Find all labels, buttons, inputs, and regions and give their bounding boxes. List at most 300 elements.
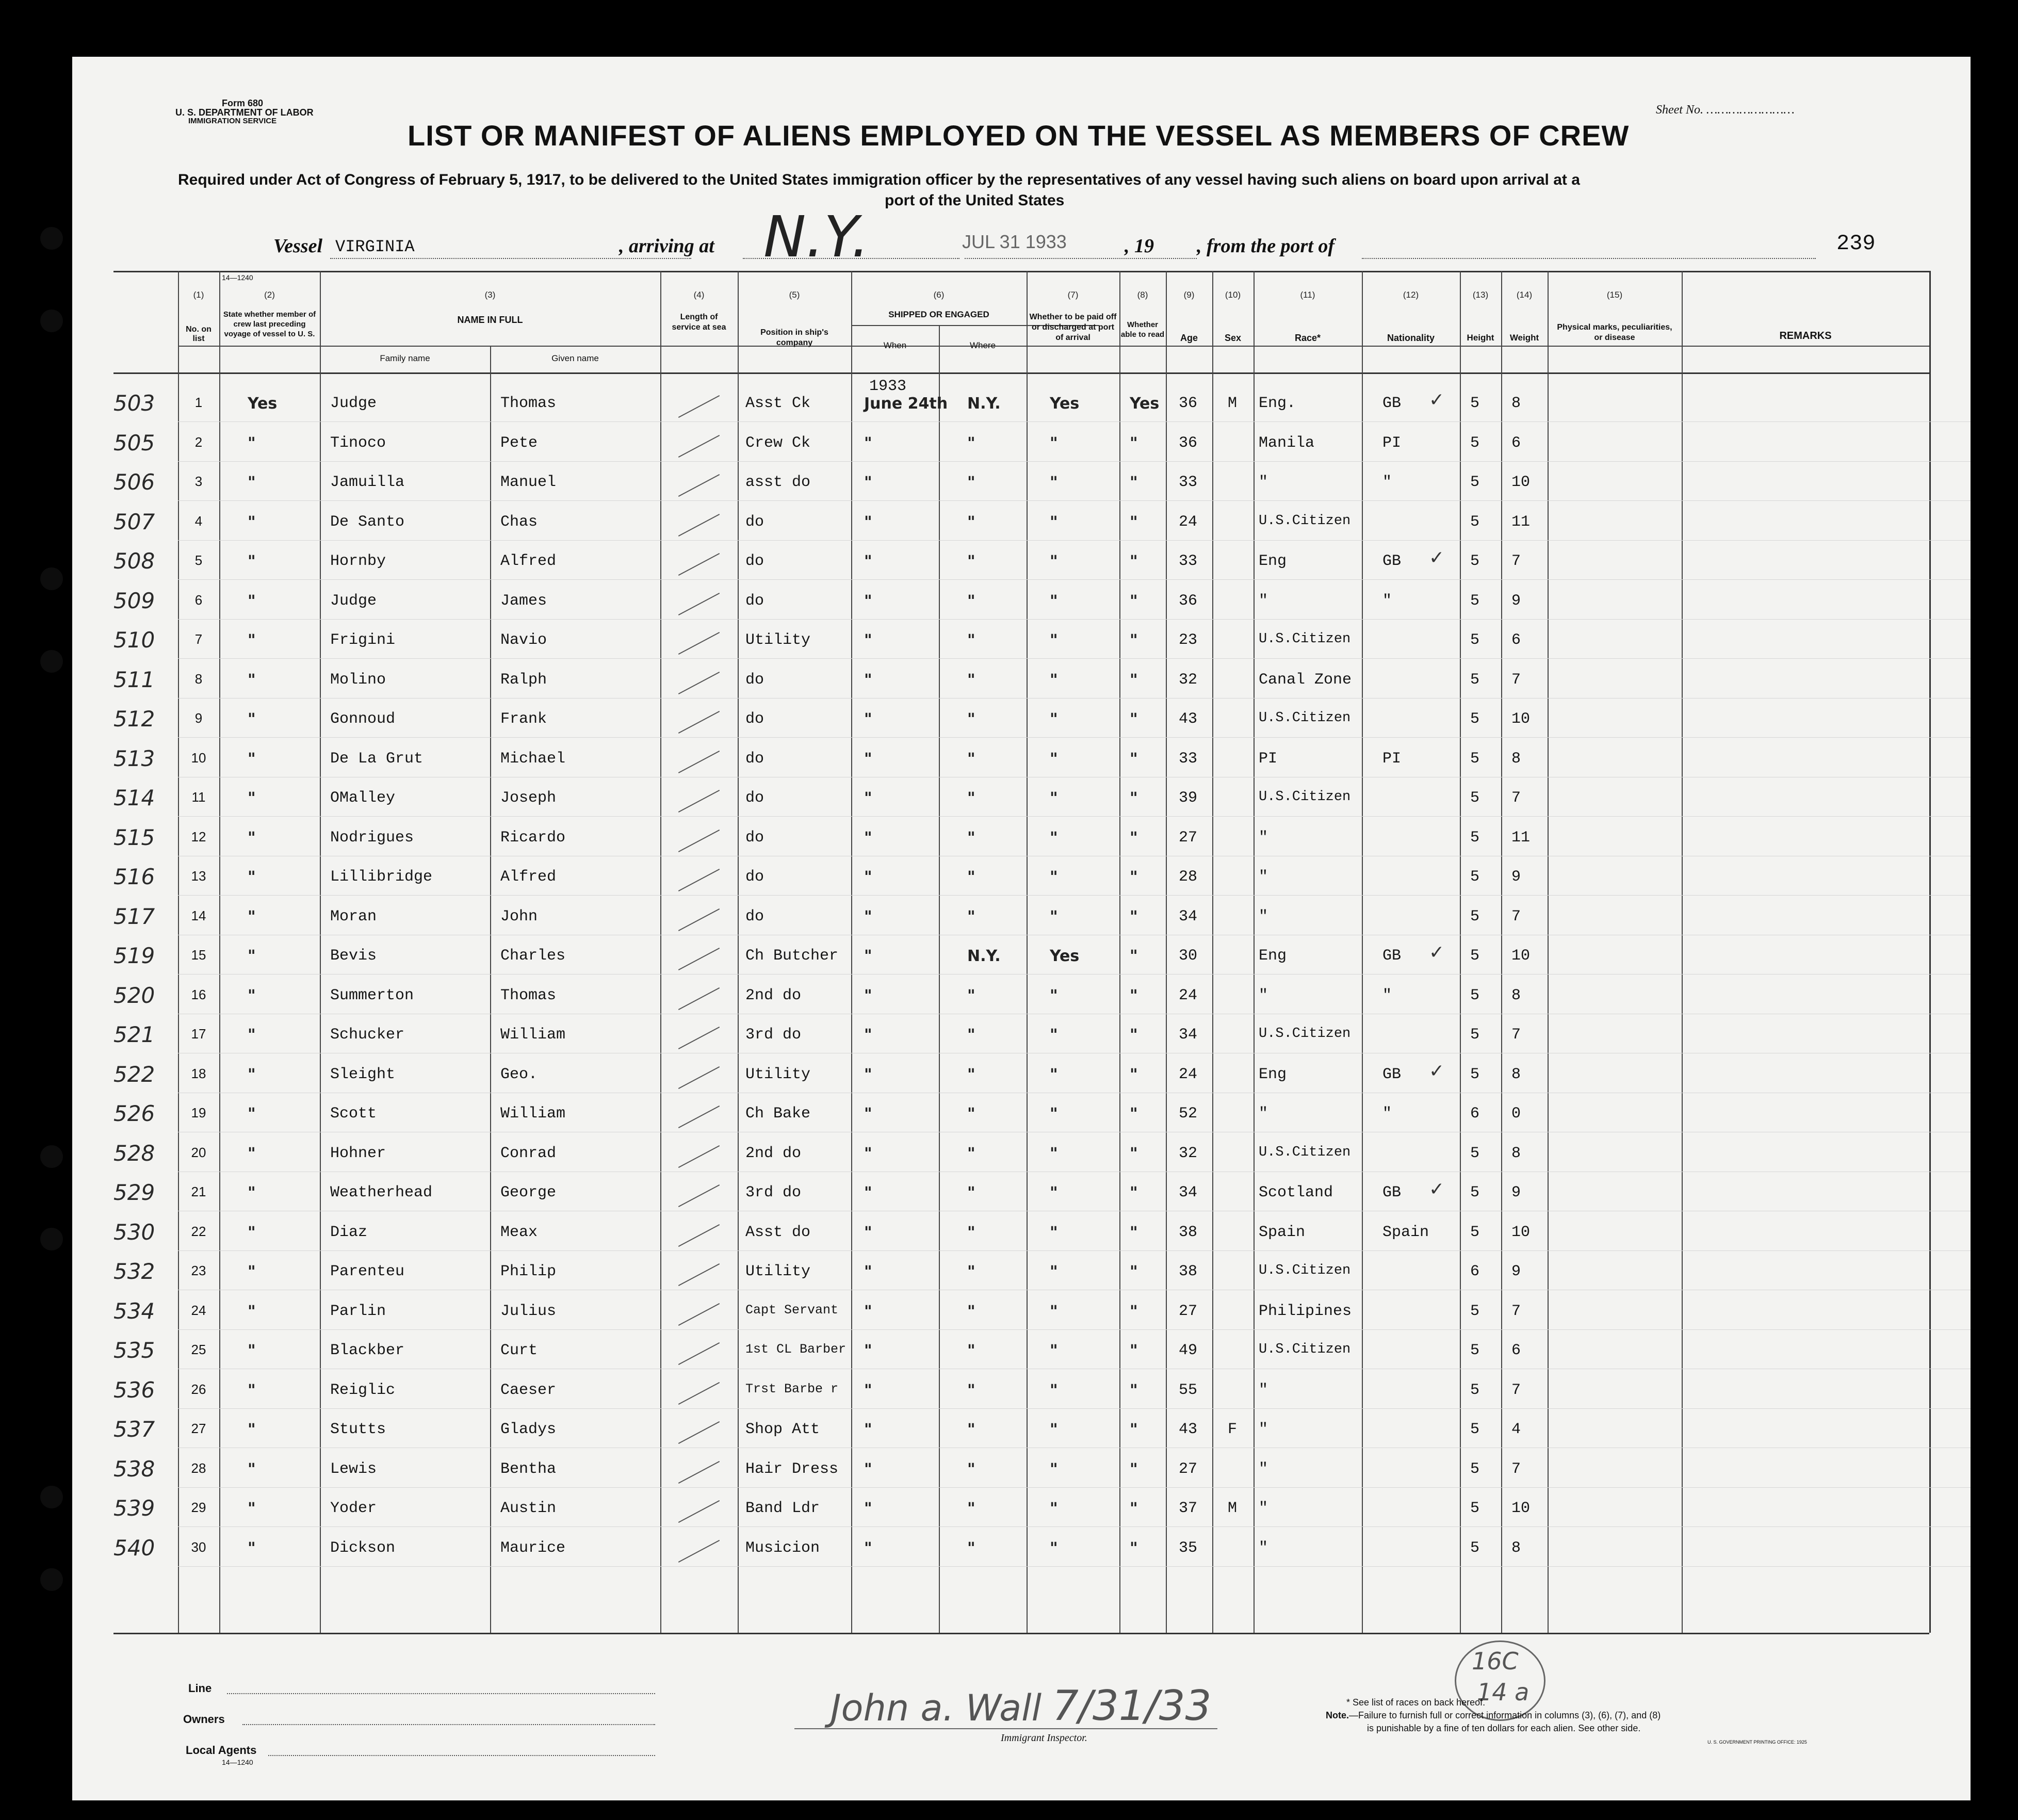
cell-able-to-read: " bbox=[1130, 1539, 1138, 1557]
cell-able-to-read: " bbox=[1130, 1421, 1138, 1439]
cell-crew: " bbox=[248, 631, 256, 649]
cell-position: do bbox=[745, 907, 764, 925]
cell-given-name: Alfred bbox=[500, 553, 557, 570]
punch-hole bbox=[40, 227, 63, 250]
column-number: (7) bbox=[1067, 290, 1079, 300]
cell-paid-off: " bbox=[1050, 1342, 1058, 1360]
check-mark-icon: ✓ bbox=[1429, 942, 1445, 963]
cell-given-name: Meax bbox=[500, 1223, 538, 1241]
cell-tally: 506 bbox=[113, 469, 155, 495]
cell-crew: " bbox=[248, 553, 256, 571]
service-slash-mark bbox=[678, 1500, 720, 1523]
cell-when: " bbox=[864, 631, 872, 649]
cell-tally: 511 bbox=[113, 667, 155, 692]
cell-age: 28 bbox=[1179, 868, 1198, 886]
cell-no: 20 bbox=[191, 1144, 206, 1160]
cell-given-name: Charles bbox=[500, 947, 566, 965]
local-agents-label: Local Agents bbox=[186, 1744, 257, 1757]
cell-when: " bbox=[864, 1065, 872, 1084]
cell-position: Utility bbox=[745, 631, 811, 649]
cell-age: 24 bbox=[1179, 986, 1198, 1004]
cell-tally: 535 bbox=[113, 1338, 155, 1363]
cell-tally: 513 bbox=[113, 745, 155, 771]
cell-given-name: John bbox=[500, 907, 538, 925]
cell-given-name: Ralph bbox=[500, 671, 547, 689]
cell-tally: 508 bbox=[113, 548, 155, 574]
cell-nationality: GB bbox=[1382, 1184, 1402, 1201]
cell-age: 38 bbox=[1179, 1223, 1198, 1241]
cell-height: 5 bbox=[1470, 710, 1480, 728]
cell-position: do bbox=[745, 592, 764, 610]
cell-where: " bbox=[967, 1026, 975, 1044]
cell-paid-off: " bbox=[1050, 1381, 1058, 1400]
cell-no: 2 bbox=[194, 434, 203, 450]
cell-age: 43 bbox=[1179, 710, 1198, 728]
cell-when: " bbox=[864, 592, 872, 610]
cell-weight: 9 bbox=[1511, 868, 1521, 886]
cell-no: 10 bbox=[191, 750, 206, 766]
cell-where: N.Y. bbox=[967, 395, 1001, 413]
cell-race: Philipines bbox=[1259, 1302, 1352, 1320]
cell-given-name: Joseph bbox=[500, 789, 557, 807]
cell-paid-off: " bbox=[1050, 1539, 1058, 1557]
cell-nationality: " bbox=[1382, 986, 1392, 1004]
cell-when: " bbox=[864, 1342, 872, 1360]
cell-crew: " bbox=[248, 1026, 256, 1044]
cell-able-to-read: " bbox=[1130, 1105, 1138, 1123]
cell-able-to-read: " bbox=[1130, 828, 1138, 847]
cell-position: 3rd do bbox=[745, 1026, 802, 1044]
cell-age: 33 bbox=[1179, 553, 1198, 570]
cell-height: 5 bbox=[1470, 474, 1480, 491]
cell-able-to-read: " bbox=[1130, 710, 1138, 728]
cell-family-name: Jamuilla bbox=[330, 474, 405, 491]
cell-where: " bbox=[967, 1144, 975, 1163]
cell-where: " bbox=[967, 434, 975, 452]
cell-no: 12 bbox=[191, 828, 206, 844]
cell-race: " bbox=[1259, 907, 1268, 925]
cell-position: asst do bbox=[745, 474, 811, 491]
cell-tally: 521 bbox=[113, 1022, 155, 1047]
cell-age: 38 bbox=[1179, 1263, 1198, 1280]
cell-given-name: Gladys bbox=[500, 1421, 557, 1438]
cell-paid-off: " bbox=[1050, 1026, 1058, 1044]
cell-weight: 10 bbox=[1511, 947, 1531, 965]
cell-crew: " bbox=[248, 868, 256, 886]
cell-paid-off: " bbox=[1050, 828, 1058, 847]
cell-no: 11 bbox=[191, 789, 206, 805]
cell-able-to-read: " bbox=[1130, 513, 1138, 531]
service-slash-mark bbox=[678, 1224, 720, 1246]
service-label: IMMIGRATION SERVICE bbox=[188, 117, 277, 125]
check-mark-icon: ✓ bbox=[1429, 547, 1445, 568]
cell-when: " bbox=[864, 1263, 872, 1281]
cell-height: 5 bbox=[1470, 1381, 1480, 1399]
cell-when: " bbox=[864, 1223, 872, 1242]
cell-paid-off: " bbox=[1050, 1500, 1058, 1518]
cell-able-to-read: " bbox=[1130, 631, 1138, 649]
cell-weight: 6 bbox=[1511, 434, 1521, 452]
cell-where: " bbox=[967, 710, 975, 728]
cell-nationality: " bbox=[1382, 1105, 1392, 1123]
cell-sex: M bbox=[1228, 1500, 1238, 1517]
cell-weight: 8 bbox=[1511, 1144, 1521, 1162]
cell-given-name: Geo. bbox=[500, 1065, 538, 1083]
cell-height: 5 bbox=[1470, 553, 1480, 570]
cell-position: Capt Servant bbox=[745, 1302, 839, 1318]
cell-weight: 7 bbox=[1511, 553, 1521, 570]
cell-position: do bbox=[745, 868, 764, 886]
cell-nationality: Spain bbox=[1382, 1223, 1429, 1241]
cell-given-name: George bbox=[500, 1184, 557, 1201]
cell-where: " bbox=[967, 1302, 975, 1321]
cell-given-name: William bbox=[500, 1026, 566, 1044]
cell-weight: 0 bbox=[1511, 1105, 1521, 1123]
cell-family-name: Summerton bbox=[330, 986, 414, 1004]
sheet-number: 239 bbox=[1836, 231, 1876, 256]
cell-where: " bbox=[967, 1421, 975, 1439]
cell-race: Manila bbox=[1259, 434, 1315, 452]
cell-crew: " bbox=[248, 828, 256, 847]
cell-able-to-read: " bbox=[1130, 947, 1138, 965]
cell-where: " bbox=[967, 907, 975, 926]
printer-mark: U. S. GOVERNMENT PRINTING OFFICE: 1925 bbox=[1707, 1740, 1807, 1745]
cell-when: " bbox=[864, 1381, 872, 1400]
service-slash-mark bbox=[678, 671, 720, 694]
header-name-in-full: NAME IN FULL bbox=[457, 315, 523, 325]
service-slash-mark bbox=[678, 790, 720, 813]
cell-height: 5 bbox=[1470, 947, 1480, 965]
cell-race: U.S.Citizen bbox=[1259, 1342, 1351, 1357]
cell-position: Asst do bbox=[745, 1223, 811, 1241]
cell-where: " bbox=[967, 1460, 975, 1478]
cell-crew: " bbox=[248, 1105, 256, 1123]
cell-tally: 534 bbox=[113, 1298, 155, 1324]
cell-no: 3 bbox=[194, 474, 203, 489]
cell-where: " bbox=[967, 1500, 975, 1518]
year-label: , 19 bbox=[1125, 235, 1154, 257]
cell-where: " bbox=[967, 1263, 975, 1281]
cell-age: 52 bbox=[1179, 1105, 1198, 1123]
cell-paid-off: " bbox=[1050, 750, 1058, 768]
punch-hole bbox=[40, 1486, 63, 1508]
cell-height: 5 bbox=[1470, 434, 1480, 452]
cell-position: Band Ldr bbox=[745, 1500, 820, 1517]
cell-given-name: Michael bbox=[500, 750, 566, 768]
header-able-to-read: Whether able to read bbox=[1120, 320, 1165, 339]
service-slash-mark bbox=[678, 592, 720, 615]
cell-where: " bbox=[967, 986, 975, 1005]
cell-crew: " bbox=[248, 474, 256, 492]
header-when: When bbox=[883, 340, 907, 350]
cell-family-name: De La Grut bbox=[330, 750, 424, 768]
from-port-label: , from the port of bbox=[1197, 235, 1335, 257]
cell-weight: 7 bbox=[1511, 1460, 1521, 1478]
cell-age: 23 bbox=[1179, 631, 1198, 649]
cell-family-name: Judge bbox=[330, 395, 377, 412]
cell-height: 5 bbox=[1470, 1184, 1480, 1201]
cell-height: 5 bbox=[1470, 868, 1480, 886]
service-slash-mark bbox=[678, 553, 720, 576]
cell-family-name: Scott bbox=[330, 1105, 377, 1123]
cell-height: 5 bbox=[1470, 789, 1480, 807]
cell-no: 30 bbox=[191, 1539, 206, 1555]
cell-given-name: William bbox=[500, 1105, 566, 1123]
cell-tally: 516 bbox=[113, 864, 155, 889]
service-slash-mark bbox=[678, 434, 720, 457]
cell-weight: 7 bbox=[1511, 1302, 1521, 1320]
cell-when: " bbox=[864, 1105, 872, 1123]
header-height: Height bbox=[1467, 333, 1494, 343]
cell-age: 27 bbox=[1179, 1460, 1198, 1478]
cell-no: 29 bbox=[191, 1500, 206, 1515]
cell-height: 6 bbox=[1470, 1263, 1480, 1280]
header-family-name: Family name bbox=[380, 353, 430, 363]
cell-weight: 7 bbox=[1511, 789, 1521, 807]
cell-height: 5 bbox=[1470, 1342, 1480, 1359]
cell-paid-off: " bbox=[1050, 1144, 1058, 1163]
cell-crew: " bbox=[248, 1184, 256, 1202]
cell-weight: 10 bbox=[1511, 710, 1531, 728]
cell-tally: 538 bbox=[113, 1456, 155, 1482]
cell-when: " bbox=[864, 750, 872, 768]
cell-crew: " bbox=[248, 907, 256, 926]
cell-age: 33 bbox=[1179, 474, 1198, 491]
cell-able-to-read: Yes bbox=[1130, 395, 1160, 413]
cell-position: Utility bbox=[745, 1263, 811, 1280]
cell-where: " bbox=[967, 868, 975, 886]
cell-nationality: GB bbox=[1382, 395, 1402, 412]
cell-family-name: Judge bbox=[330, 592, 377, 610]
cell-paid-off: " bbox=[1050, 1184, 1058, 1202]
service-slash-mark bbox=[678, 513, 720, 536]
cell-where: " bbox=[967, 1184, 975, 1202]
cell-paid-off: " bbox=[1050, 1105, 1058, 1123]
cell-weight: 11 bbox=[1511, 828, 1531, 847]
cell-where: " bbox=[967, 1342, 975, 1360]
service-slash-mark bbox=[678, 869, 720, 891]
cell-no: 6 bbox=[194, 592, 203, 608]
cell-weight: 6 bbox=[1511, 631, 1521, 649]
cell-paid-off: " bbox=[1050, 868, 1058, 886]
cell-tally: 507 bbox=[113, 509, 155, 534]
cell-able-to-read: " bbox=[1130, 1302, 1138, 1321]
cell-race: " bbox=[1259, 1500, 1268, 1517]
cell-no: 8 bbox=[194, 671, 203, 687]
cell-position: do bbox=[745, 513, 764, 531]
arriving-port-handwritten: N.Y. bbox=[763, 204, 870, 270]
cell-tally: 532 bbox=[113, 1259, 155, 1284]
cell-position: do bbox=[745, 710, 764, 728]
cell-no: 13 bbox=[191, 868, 206, 884]
cell-race: U.S.Citizen bbox=[1259, 1144, 1351, 1160]
header-shipped-or-engaged: SHIPPED OR ENGAGED bbox=[888, 310, 989, 319]
cell-given-name: Austin bbox=[500, 1500, 557, 1517]
punch-hole bbox=[40, 567, 63, 590]
cell-height: 5 bbox=[1470, 1223, 1480, 1241]
service-slash-mark bbox=[678, 1184, 720, 1207]
arriving-label: , arriving at bbox=[619, 235, 714, 257]
cell-family-name: Hornby bbox=[330, 553, 386, 570]
service-slash-mark bbox=[678, 1460, 720, 1483]
cell-given-name: Pete bbox=[500, 434, 538, 452]
cell-crew: " bbox=[248, 750, 256, 768]
cell-age: 27 bbox=[1179, 1302, 1198, 1320]
cell-position: do bbox=[745, 553, 764, 570]
cell-no: 17 bbox=[191, 1026, 206, 1042]
cell-family-name: Moran bbox=[330, 907, 377, 925]
column-number: (5) bbox=[789, 290, 800, 300]
cell-no: 5 bbox=[194, 553, 203, 568]
cell-no: 4 bbox=[194, 513, 203, 529]
cell-no: 26 bbox=[191, 1381, 206, 1397]
cell-tally: 520 bbox=[113, 982, 155, 1008]
cell-position: do bbox=[745, 750, 764, 768]
cell-age: 34 bbox=[1179, 907, 1198, 925]
cell-no: 25 bbox=[191, 1342, 206, 1357]
cell-family-name: Sleight bbox=[330, 1065, 396, 1083]
service-slash-mark bbox=[678, 1421, 720, 1444]
cell-given-name: Caeser bbox=[500, 1381, 557, 1399]
cell-height: 5 bbox=[1470, 750, 1480, 768]
check-mark-icon: ✓ bbox=[1429, 1060, 1445, 1082]
cell-paid-off: " bbox=[1050, 907, 1058, 926]
cell-paid-off: Yes bbox=[1050, 947, 1080, 965]
cell-where: " bbox=[967, 828, 975, 847]
cell-race: PI bbox=[1259, 750, 1278, 768]
cell-height: 5 bbox=[1470, 592, 1480, 610]
cell-paid-off: " bbox=[1050, 1223, 1058, 1242]
cell-where: " bbox=[967, 631, 975, 649]
service-slash-mark bbox=[678, 1066, 720, 1088]
cell-age: 32 bbox=[1179, 671, 1198, 689]
column-number: (8) bbox=[1137, 290, 1148, 300]
cell-when: " bbox=[864, 1144, 872, 1163]
cell-no: 18 bbox=[191, 1065, 206, 1081]
cell-paid-off: " bbox=[1050, 671, 1058, 689]
cell-race: " bbox=[1259, 592, 1268, 610]
cell-age: 27 bbox=[1179, 828, 1198, 847]
vessel-label: Vessel bbox=[273, 235, 322, 257]
cell-able-to-read: " bbox=[1130, 750, 1138, 768]
cell-height: 5 bbox=[1470, 1302, 1480, 1320]
cell-position: do bbox=[745, 789, 764, 807]
cell-where: " bbox=[967, 1539, 975, 1557]
cell-where: " bbox=[967, 474, 975, 492]
cell-able-to-read: " bbox=[1130, 1381, 1138, 1400]
cell-when: " bbox=[864, 513, 872, 531]
races-note: * See list of races on back hereof. bbox=[1346, 1697, 1486, 1708]
cell-where: " bbox=[967, 1065, 975, 1084]
cell-when: " bbox=[864, 671, 872, 689]
cell-position: 2nd do bbox=[745, 1144, 802, 1162]
cell-given-name: Conrad bbox=[500, 1144, 557, 1162]
cell-crew: " bbox=[248, 434, 256, 452]
service-slash-mark bbox=[678, 474, 720, 497]
circled-annotation: 16C 14 a bbox=[1455, 1640, 1545, 1721]
cell-where: " bbox=[967, 1105, 975, 1123]
cell-age: 32 bbox=[1179, 1144, 1198, 1162]
cell-position: do bbox=[745, 828, 764, 847]
header-nationality: Nationality bbox=[1387, 333, 1435, 343]
service-slash-mark bbox=[678, 948, 720, 970]
cell-weight: 6 bbox=[1511, 1342, 1521, 1359]
cell-race: Scotland bbox=[1259, 1184, 1333, 1201]
punch-hole bbox=[40, 1568, 63, 1591]
cell-paid-off: " bbox=[1050, 1065, 1058, 1084]
cell-where: " bbox=[967, 750, 975, 768]
cell-tally: 529 bbox=[113, 1180, 155, 1205]
cell-race: U.S.Citizen bbox=[1259, 631, 1351, 647]
cell-family-name: Stutts bbox=[330, 1421, 386, 1438]
cell-tally: 540 bbox=[113, 1535, 155, 1561]
cell-weight: 9 bbox=[1511, 1184, 1521, 1201]
cell-tally: 536 bbox=[113, 1377, 155, 1403]
service-slash-mark bbox=[678, 908, 720, 931]
check-mark-icon: ✓ bbox=[1429, 1179, 1445, 1200]
cell-able-to-read: " bbox=[1130, 592, 1138, 610]
cell-able-to-read: " bbox=[1130, 1223, 1138, 1242]
cell-weight: 8 bbox=[1511, 1539, 1521, 1557]
cell-weight: 7 bbox=[1511, 1381, 1521, 1399]
cell-tally: 515 bbox=[113, 824, 155, 850]
cell-able-to-read: " bbox=[1130, 1342, 1138, 1360]
cell-given-name: Chas bbox=[500, 513, 538, 531]
cell-no: 1 bbox=[194, 395, 203, 410]
manifest-sheet bbox=[72, 57, 1971, 1800]
cell-when: " bbox=[864, 474, 872, 492]
cell-when: " bbox=[864, 789, 872, 807]
shipped-year: 1933 bbox=[869, 378, 907, 395]
cell-family-name: OMalley bbox=[330, 789, 396, 807]
cell-nationality: GB bbox=[1382, 553, 1402, 570]
cell-weight: 8 bbox=[1511, 1065, 1521, 1083]
cell-given-name: Bentha bbox=[500, 1460, 557, 1478]
cell-when: " bbox=[864, 868, 872, 886]
subtitle-line-2: port of the United States bbox=[885, 192, 1065, 209]
cell-family-name: Molino bbox=[330, 671, 386, 689]
cell-able-to-read: " bbox=[1130, 1263, 1138, 1281]
cell-height: 5 bbox=[1470, 1144, 1480, 1162]
cell-paid-off: " bbox=[1050, 592, 1058, 610]
cell-position: do bbox=[745, 671, 764, 689]
cell-tally: 526 bbox=[113, 1101, 155, 1126]
cell-family-name: Lewis bbox=[330, 1460, 377, 1478]
cell-when: " bbox=[864, 1026, 872, 1044]
cell-race: " bbox=[1259, 1539, 1268, 1557]
header-weight: Weight bbox=[1509, 333, 1539, 343]
header-where: Where bbox=[969, 340, 996, 350]
punch-hole bbox=[40, 1228, 63, 1250]
cell-when: " bbox=[864, 1302, 872, 1321]
cell-race: Eng bbox=[1259, 947, 1287, 965]
cell-crew: " bbox=[248, 1302, 256, 1321]
cell-crew: " bbox=[248, 986, 256, 1005]
cell-crew: " bbox=[248, 789, 256, 807]
sheet-number-label: Sheet No. …………………… bbox=[1656, 103, 1795, 117]
cell-tally: 537 bbox=[113, 1417, 155, 1442]
column-number: (15) bbox=[1606, 290, 1623, 300]
inspector-signature: John a. Wall bbox=[831, 1687, 1042, 1729]
column-number: (10) bbox=[1225, 290, 1241, 300]
service-slash-mark bbox=[678, 1382, 720, 1404]
cell-race: U.S.Citizen bbox=[1259, 789, 1351, 805]
cell-nationality: " bbox=[1382, 592, 1392, 610]
cell-family-name: Tinoco bbox=[330, 434, 386, 452]
cell-age: 24 bbox=[1179, 1065, 1198, 1083]
cell-when: " bbox=[864, 907, 872, 926]
cell-tally: 503 bbox=[113, 391, 155, 416]
